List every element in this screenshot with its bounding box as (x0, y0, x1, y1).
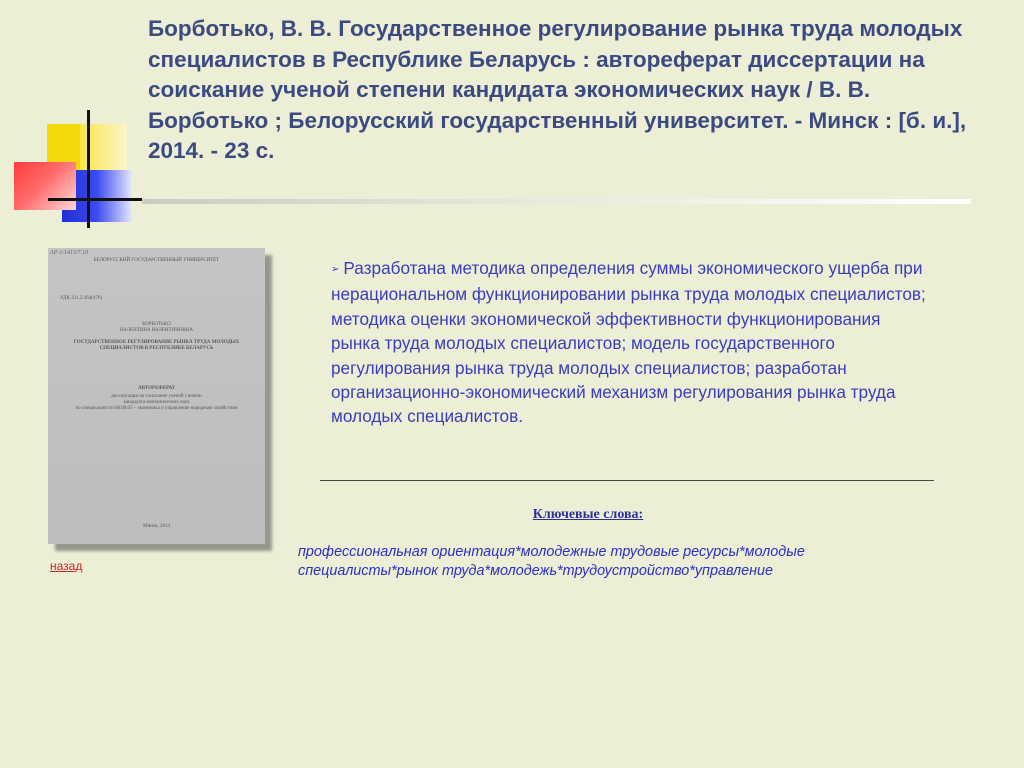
cover-desc-2: кандидата экономических наук (123, 400, 190, 405)
cover-author-surname: БОРБОТЬКО (142, 322, 171, 327)
summary-text: Разработана методика определения суммы экономического ущерба при нерациональном функционировании рынка труда молодых специалистов; методика оценки экономической эффективности функционирования рынка труда молодых специалистов; модель государственного регулирования рынка труда молодых специалистов; разработан организационно-экономический механизм регулирования рынка труда молодых специалистов. (331, 258, 926, 427)
deco-horizontal-line (48, 198, 142, 201)
bullet-arrow-icon: ➢ (331, 264, 340, 275)
cover-desc-3: по специальности 08.00.05 – экономика и управление народным хозяйством (75, 406, 238, 411)
cover-doc-type: АВТОРЕФЕРАТ (138, 386, 175, 391)
cover-udk: УДК 331.5:364(476) (60, 296, 102, 301)
cover-institution: БЕЛОРУССКИЙ ГОСУДАРСТВЕННЫЙ УНИВЕРСИТЕТ (93, 258, 220, 263)
title-divider (142, 199, 971, 204)
cover-city-year: Минск, 2014 (143, 524, 170, 529)
summary-bullet (331, 256, 931, 429)
back-link[interactable]: назад (50, 559, 83, 573)
page-title: Борботько, В. В. Государственное регулирование рынка труда молодых специалистов в Республике Беларусь : автореферат диссертации на соискание ученой степени кандидата экономических наук / В. В. Борботько ; Белорусский государственный университет. - Минск : [б. и.], 2014. - 23 с. (148, 16, 967, 163)
section-divider (320, 480, 934, 481)
deco-vertical-line (87, 110, 90, 228)
cover-image (48, 248, 265, 544)
cover-author-name: ВАЛЕНТИНА ВАЛЕНТИНОВНА (120, 328, 193, 333)
cover-work-title: ГОСУДАРСТВЕННОЕ РЕГУЛИРОВАНИЕ РЫНКА ТРУДА МОЛОДЫХ СПЕЦИАЛИСТОВ В РЕСПУБЛИКЕ БЕЛАРУСЬ (73, 340, 240, 351)
cover-desc-1: диссертации на соискание ученой степени (111, 394, 202, 399)
keywords-heading: Ключевые слова: (532, 507, 644, 522)
deco-red-square (14, 162, 76, 210)
cover-stamp: AP-1/1415/7.10 (50, 250, 89, 256)
keywords-text: профессиональная ориентация*молодежные трудовые ресурсы*молодые специалисты*рынок труда*молодежь*трудоустройство*управление (298, 544, 805, 579)
